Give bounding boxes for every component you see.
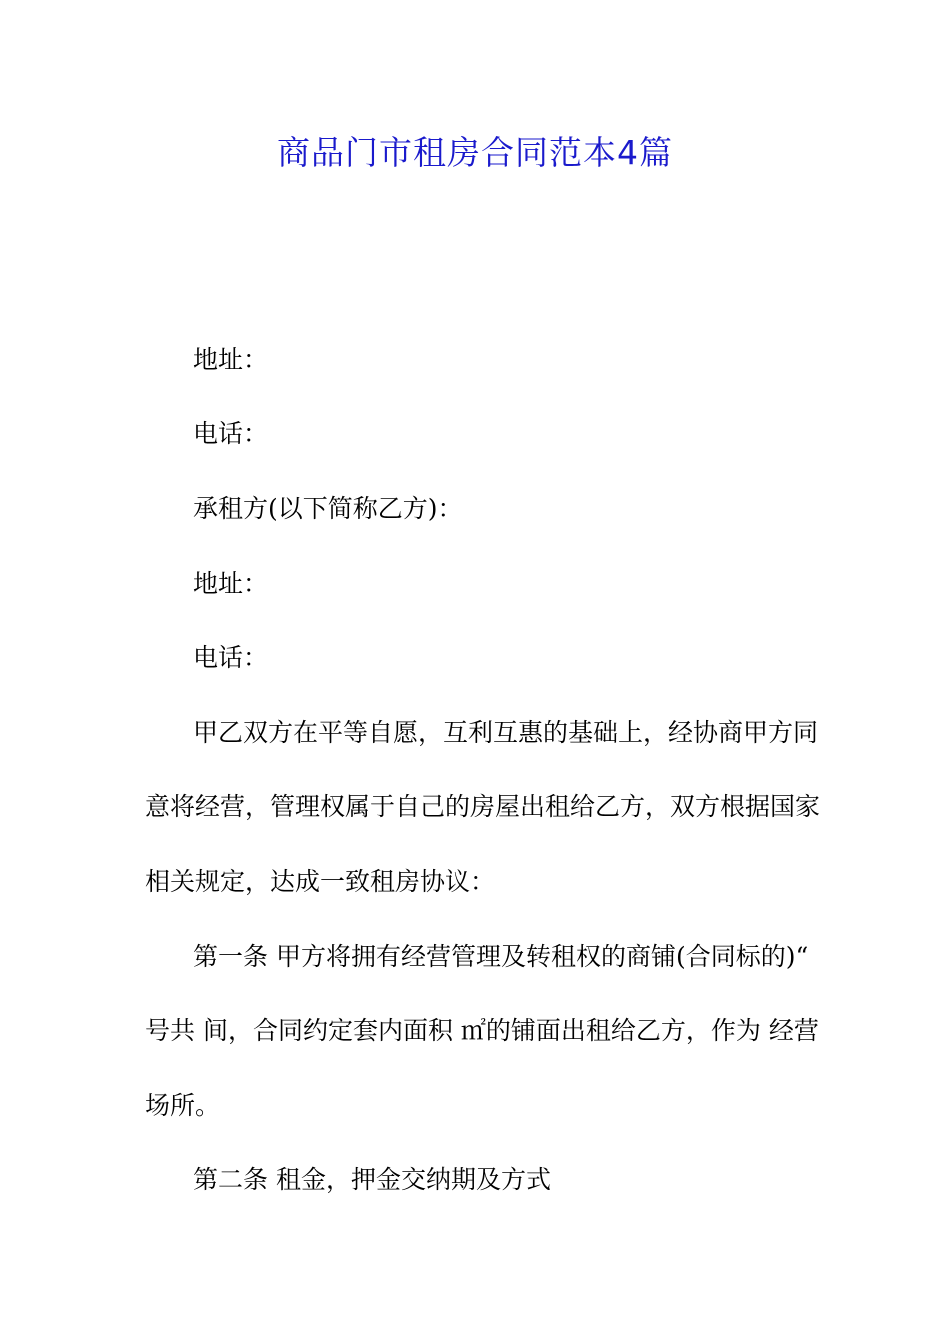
preamble-line-3: 相关规定，达成一致租房协议：	[145, 867, 496, 896]
lessee-line: 承租方(以下简称乙方)：	[193, 494, 463, 523]
lessor-address-line: 地址：	[193, 345, 269, 374]
lessee-phone-line: 电话：	[193, 643, 269, 672]
lessee-address-line: 地址：	[193, 569, 269, 598]
preamble-line-2: 意将经营，管理权属于自己的房屋出租给乙方，双方根据国家	[145, 792, 821, 821]
lessor-phone-line: 电话：	[193, 419, 269, 448]
article-1-line-3: 场所。	[145, 1091, 221, 1120]
article-1-line-2: 号共 间，合同约定套内面积 ㎡的铺面出租给乙方，作为 经营	[145, 1016, 819, 1045]
article-1-line-1: 第一条 甲方将拥有经营管理及转租权的商铺(合同标的)“	[193, 942, 809, 971]
article-2-heading: 第二条 租金，押金交纳期及方式	[193, 1165, 551, 1194]
document-title: 商品门市租房合同范本4篇	[277, 133, 673, 172]
preamble-line-1: 甲乙双方在平等自愿，互利互惠的基础上，经协商甲方同	[193, 718, 819, 747]
